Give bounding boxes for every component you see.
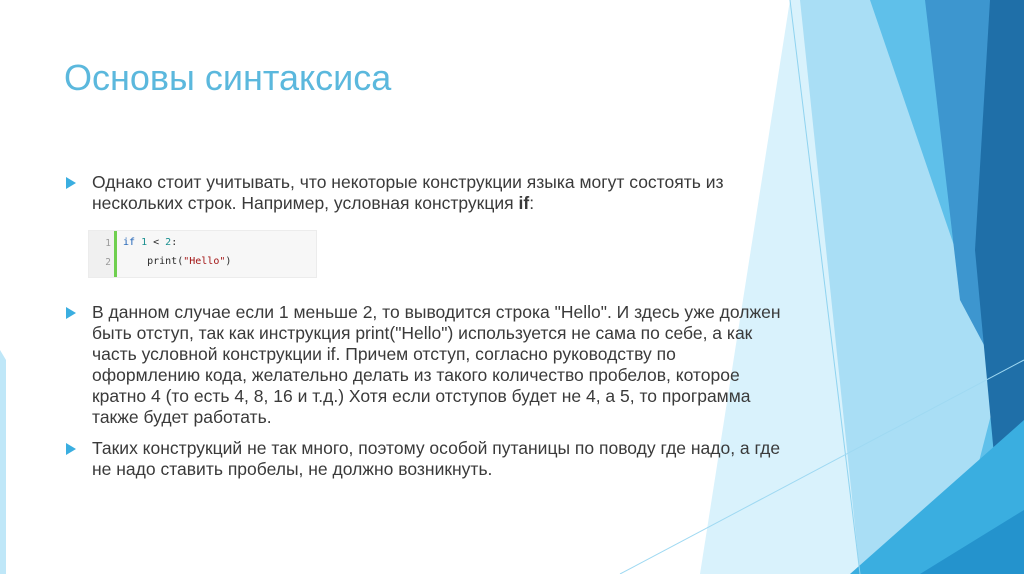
- code-keyword: if: [123, 237, 136, 248]
- bullet-3-text: Таких конструкций не так много, поэтому особой путаницы по поводу где надо, а где не надо ставить пробелы, не должно возникнуть.: [92, 438, 781, 479]
- code-line-2: [123, 256, 231, 267]
- triangle-right-bullet-icon: [64, 176, 78, 190]
- bullet-2-text: В данном случае если 1 меньше 2, то выводится строка "Hello". И здесь уже должен быть отступ, так как инструкция print("Hello") используется не сама по себе, а как часть условной конструкции if. Причем отступ, согласно руководству по оформлению кода, желательно делать из такого количество пробелов, которое кратно 4 (то есть 4, 8, 16 и т.д.) Хотя если отступов будет не 4, а 5, то программа также будет работать.: [92, 302, 781, 427]
- bullet-1-text-end: :: [529, 193, 535, 213]
- triangle-right-bullet-icon: [64, 442, 78, 456]
- code-line-number: 2: [105, 257, 111, 268]
- bullet-3-marker: [64, 442, 78, 456]
- bullet-2-marker: [64, 306, 78, 320]
- code-number: 2: [165, 237, 172, 248]
- code-paren: ): [225, 256, 232, 267]
- code-line-1: [123, 237, 177, 248]
- code-indent: [123, 256, 147, 267]
- code-function: print(: [147, 256, 184, 267]
- bullet-1-text-part: Однако стоит учитывать, что некоторые конструкции языка могут состоять из нескольких строк. Например, условная конструкция: [92, 172, 724, 213]
- deco-left-strip: [0, 350, 6, 574]
- bullet-1-text: [92, 172, 782, 214]
- code-number: 1: [141, 237, 148, 248]
- code-colon: :: [171, 237, 178, 248]
- slide-title: Основы синтаксиса: [64, 57, 392, 98]
- code-block: [88, 230, 317, 278]
- bullet-1-marker: [64, 176, 78, 190]
- code-operator: <: [147, 237, 166, 248]
- triangle-right-bullet-icon: [64, 306, 78, 320]
- bullet-1-bold-keyword: if: [518, 193, 530, 213]
- code-line-number: 1: [105, 238, 111, 249]
- code-string: "Hello": [183, 256, 226, 267]
